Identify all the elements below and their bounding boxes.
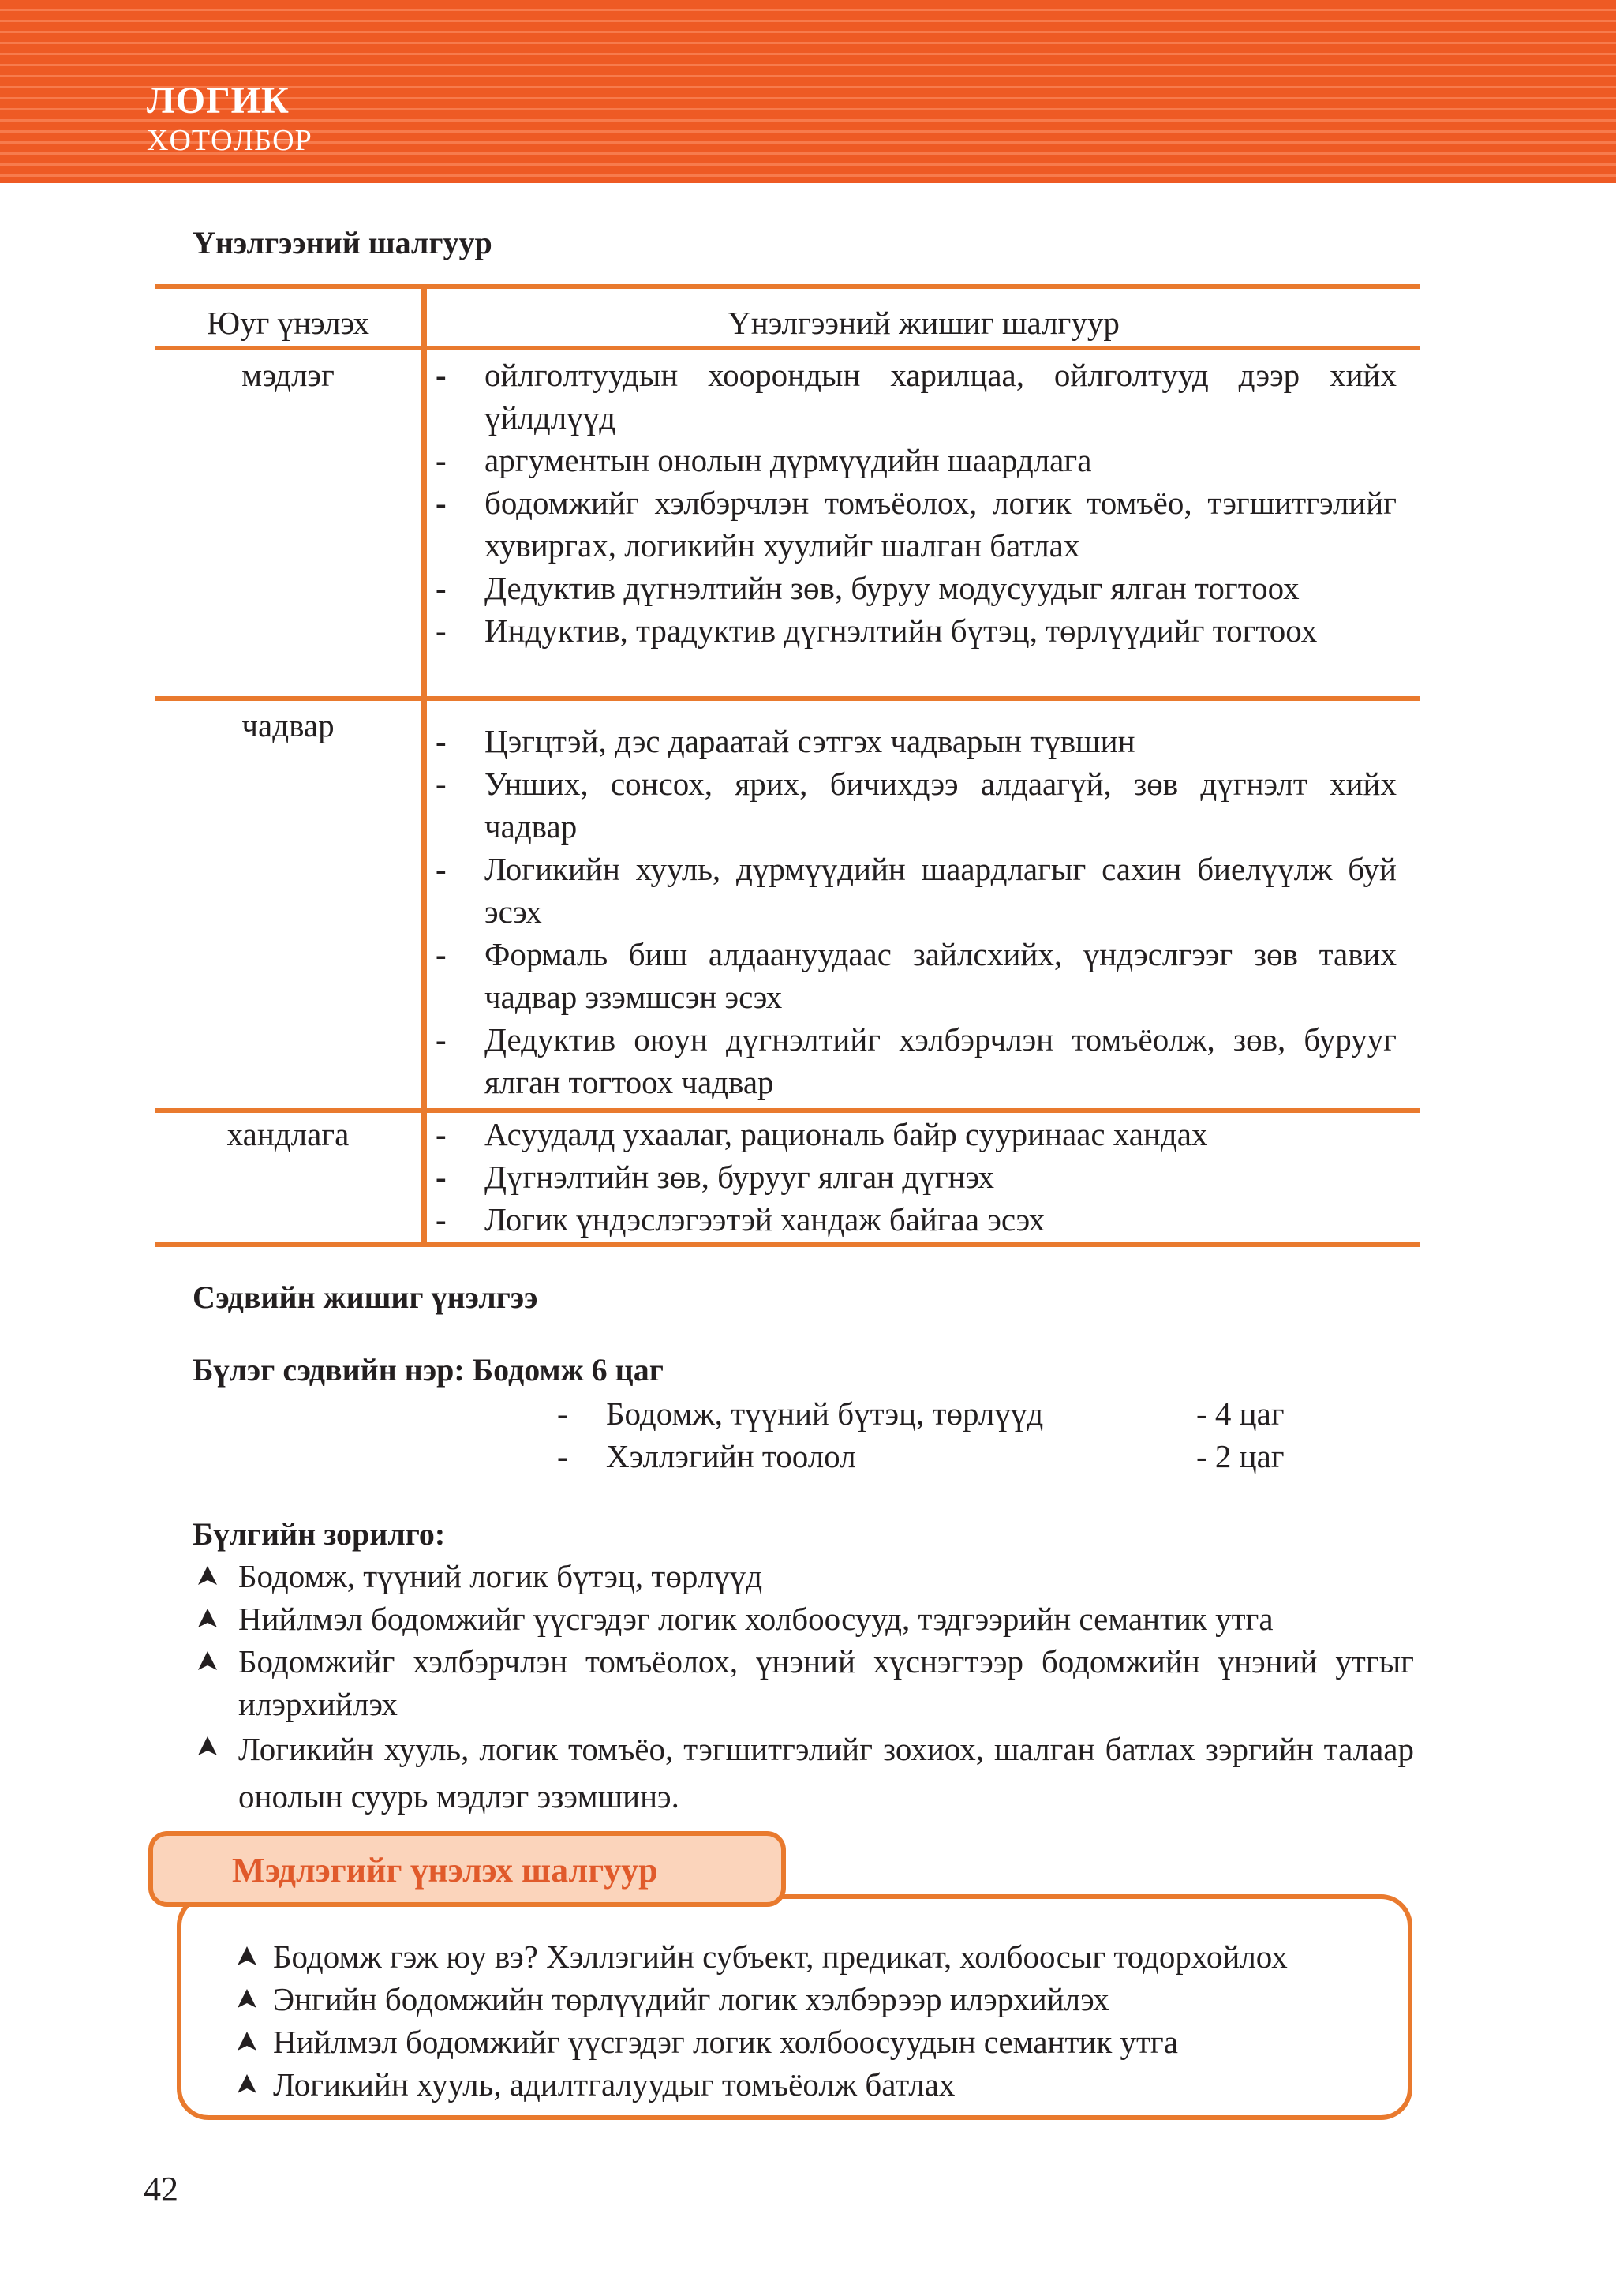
dash-bullet: - xyxy=(436,1021,447,1058)
criteria-item: Асуудалд ухаалаг, рациональ байр сууринаас хандах xyxy=(484,1116,1208,1152)
criteria-item: Индуктив, традуктив дүгнэлтийн бүтэц, төрлүүдийг тогтоох xyxy=(484,612,1318,649)
criteria-item: Формаль биш алдаануудаас зайлсхийх, үндэслгээг зөв тавих чадвар эзэмшсэн эсэх xyxy=(484,936,1397,1015)
knowledge-criteria-title: Мэдлэгийг үнэлэх шалгуур xyxy=(232,1851,658,1890)
goal-item: Нийлмэл бодомжийг үүсгэдэг логик холбоосууд, тэдгээрийн семантик утга xyxy=(238,1601,1274,1637)
table-bottom-rule xyxy=(155,1242,1420,1247)
category-attitude: хандлага xyxy=(226,1116,350,1152)
criteria-item: бодомжийг хэлбэрчлэн томъёолох, логик томъёо, тэгшитгэлийг хувиргах, логикийн хуулийг шалган батлах xyxy=(484,485,1397,564)
category-knowledge: мэдлэг xyxy=(241,357,335,393)
criteria-item: Дедуктив дүгнэлтийн зөв, буруу модусуудыг ялган тогтоох xyxy=(484,570,1300,606)
goal-item: Бодомж, түүний логик бүтэц, төрлүүд xyxy=(238,1558,763,1594)
column-header-criteria: Үнэлгээний жишиг шалгуур xyxy=(728,305,1120,341)
dash-bullet: - xyxy=(436,570,447,606)
tri-arrow-icon xyxy=(235,1987,259,2011)
topic-heading: Сэдвийн жишиг үнэлгээ xyxy=(193,1279,538,1315)
dash-bullet: - xyxy=(436,766,447,802)
dash-bullet: - xyxy=(557,1438,568,1474)
page-number: 42 xyxy=(144,2170,178,2208)
criteria-item: Цэгцтэй, дэс дараатай сэтгэх чадварын түвшин xyxy=(484,723,1135,759)
goal-item: Бодомжийг хэлбэрчлэн томъёолох, үнэний хүснэгтээр бодомжийн үнэний утгыг илэрхийлэх xyxy=(238,1643,1414,1722)
table-row-rule-1 xyxy=(155,696,1420,701)
topic-name: Бодомж, түүний бүтэц, төрлүүд xyxy=(606,1395,1044,1432)
criteria-item: Дедуктив оюун дүгнэлтийг хэлбэрчлэн томъёолж, зөв, бурууг ялган тогтоох чадвар xyxy=(484,1021,1397,1100)
tri-arrow-icon xyxy=(196,1650,219,1673)
dash-bullet: - xyxy=(557,1395,568,1432)
knowledge-item: Бодомж гэж юу вэ? Хэллэгийн субъект, предикат, холбоосыг тодорхойлох xyxy=(273,1938,1288,1975)
dash-bullet: - xyxy=(436,442,447,478)
knowledge-item: Энгийн бодомжийн төрлүүдийг логик хэлбэрээр илэрхийлэх xyxy=(273,1981,1109,2017)
dash-bullet: - xyxy=(436,851,447,887)
criteria-item: Унших, сонсох, ярих, бичихдээ алдаагүй, зөв дүгнэлт хийх чадвар xyxy=(484,766,1397,845)
table-top-rule xyxy=(155,284,1420,289)
dash-bullet: - xyxy=(436,1201,447,1238)
topic-hours: - 2 цаг xyxy=(1196,1438,1285,1474)
dash-bullet: - xyxy=(436,1116,447,1152)
dash-bullet: - xyxy=(436,485,447,521)
chapter-line: Бүлэг сэдвийн нэр: Бодомж 6 цаг xyxy=(193,1352,664,1388)
criteria-item: ойлголтуудын хоорондын харилцаа, ойлголтууд дээр хийх үйлдлүүд xyxy=(484,357,1397,436)
dash-bullet: - xyxy=(436,723,447,759)
column-header-what: Юуг үнэлэх xyxy=(207,305,369,341)
tri-arrow-icon xyxy=(196,1735,219,1759)
criteria-item: Логикийн хууль, дүрмүүдийн шаардлагыг сахин биелүүлж буй эсэх xyxy=(484,851,1397,930)
dash-bullet: - xyxy=(436,1159,447,1195)
criteria-item: Дүгнэлтийн зөв, бурууг ялган дүгнэх xyxy=(484,1159,995,1195)
table-header-rule xyxy=(155,346,1420,350)
topic-hours: - 4 цаг xyxy=(1196,1395,1285,1432)
criteria-item: аргументын онолын дүрмүүдийн шаардлага xyxy=(484,442,1092,478)
tri-arrow-icon xyxy=(235,2073,259,2096)
dash-bullet: - xyxy=(436,357,447,393)
goal-item: Логикийн хууль, логик томъёо, тэгшитгэлийг зохиох, шалган батлах зэргийн талаар онолын суурь мэдлэг эзэмшинэ. xyxy=(238,1731,1414,1815)
dash-bullet: - xyxy=(436,612,447,649)
table-column-divider xyxy=(421,284,427,1247)
tri-arrow-icon xyxy=(235,1945,259,1968)
tri-arrow-icon xyxy=(196,1564,219,1588)
knowledge-criteria-tab xyxy=(148,1831,786,1907)
criteria-heading: Үнэлгээний шалгуур xyxy=(193,225,492,260)
knowledge-item: Нийлмэл бодомжийг үүсгэдэг логик холбоосуудын семантик утга xyxy=(273,2024,1178,2060)
category-skill: чадвар xyxy=(241,707,335,743)
knowledge-item: Логикийн хууль, адилтгалуудыг томъёолж батлах xyxy=(273,2066,956,2103)
criteria-item: Логик үндэслэгээтэй хандаж байгаа эсэх xyxy=(484,1201,1046,1238)
goals-heading: Бүлгийн зорилго: xyxy=(193,1516,446,1552)
tri-arrow-icon xyxy=(235,2030,259,2054)
dash-bullet: - xyxy=(436,936,447,972)
book-title: ЛОГИК xyxy=(147,80,290,122)
book-subtitle: ХӨТӨЛБӨР xyxy=(147,124,312,157)
tri-arrow-icon xyxy=(196,1607,219,1631)
topic-name: Хэллэгийн тоолол xyxy=(606,1438,856,1474)
